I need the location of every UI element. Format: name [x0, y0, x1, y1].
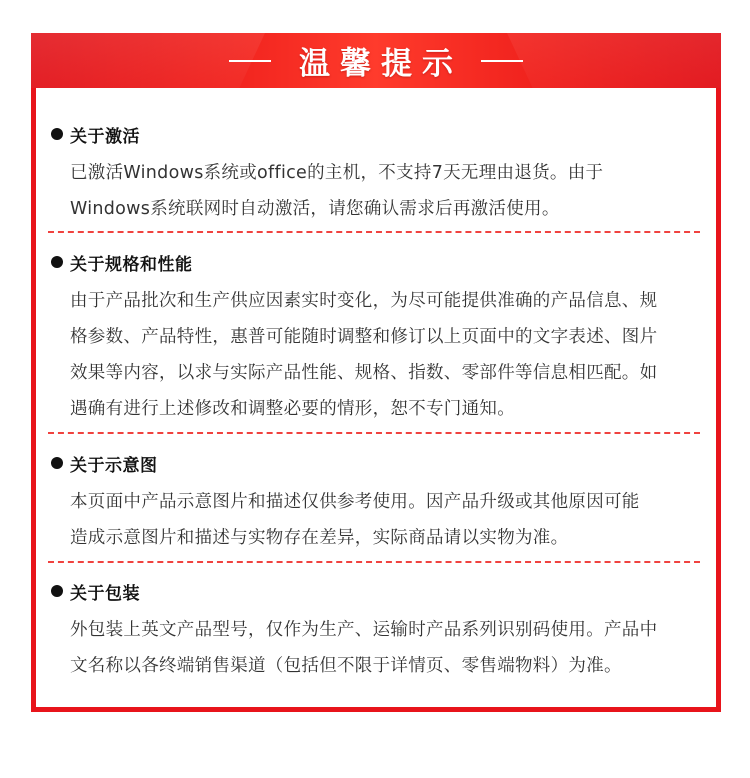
bullet-icon [51, 585, 63, 597]
section-line: 遇确有进行上述修改和调整必要的情形，恕不专门通知。 [70, 399, 515, 419]
section-packaging [47, 578, 707, 684]
banner-right-line [481, 60, 523, 62]
bullet-icon [51, 128, 63, 140]
section-line: 效果等内容，以求与实际产品性能、规格、指数、零部件等信息相匹配。如 [70, 363, 658, 383]
banner-title: 温馨提示 [299, 46, 463, 82]
banner-left-line [229, 60, 271, 62]
section-line: 已激活Windows系统或office的主机，不支持7天无理由退货。由于 [70, 163, 604, 183]
section-body [47, 283, 707, 427]
section-line: 由于产品批次和生产供应因素实时变化，为尽可能提供准确的产品信息、规 [70, 291, 658, 311]
dashed-divider [48, 561, 700, 563]
section-line: Windows系统联网时自动激活，请您确认需求后再激活使用。 [70, 199, 560, 219]
bullet-icon [51, 256, 63, 268]
section-line: 外包装上英文产品型号，仅作为生产、运输时产品系列识别码使用。产品中 [70, 620, 658, 640]
section-line: 造成示意图片和描述与实物存在差异，实际商品请以实物为准。 [70, 528, 569, 548]
section-title: 关于示意图 [70, 455, 158, 476]
section-title: 关于规格和性能 [70, 254, 193, 275]
section-line: 文名称以各终端销售渠道（包括但不限于详情页、零售端物料）为准。 [70, 656, 622, 676]
section-title: 关于激活 [70, 126, 140, 147]
section-body [47, 484, 707, 556]
dashed-divider [48, 432, 700, 434]
section-body [47, 612, 707, 684]
bullet-icon [51, 457, 63, 469]
section-line: 格参数、产品特性，惠普可能随时调整和修订以上页面中的文字表述、图片 [70, 327, 658, 347]
section-line: 本页面中产品示意图片和描述仅供参考使用。因产品升级或其他原因可能 [70, 492, 640, 512]
section-specs [47, 249, 707, 427]
section-activation [47, 121, 707, 227]
section-diagram [47, 450, 707, 556]
notice-banner [31, 33, 721, 88]
section-body [47, 155, 707, 227]
section-title: 关于包装 [70, 583, 140, 604]
dashed-divider [48, 231, 700, 233]
